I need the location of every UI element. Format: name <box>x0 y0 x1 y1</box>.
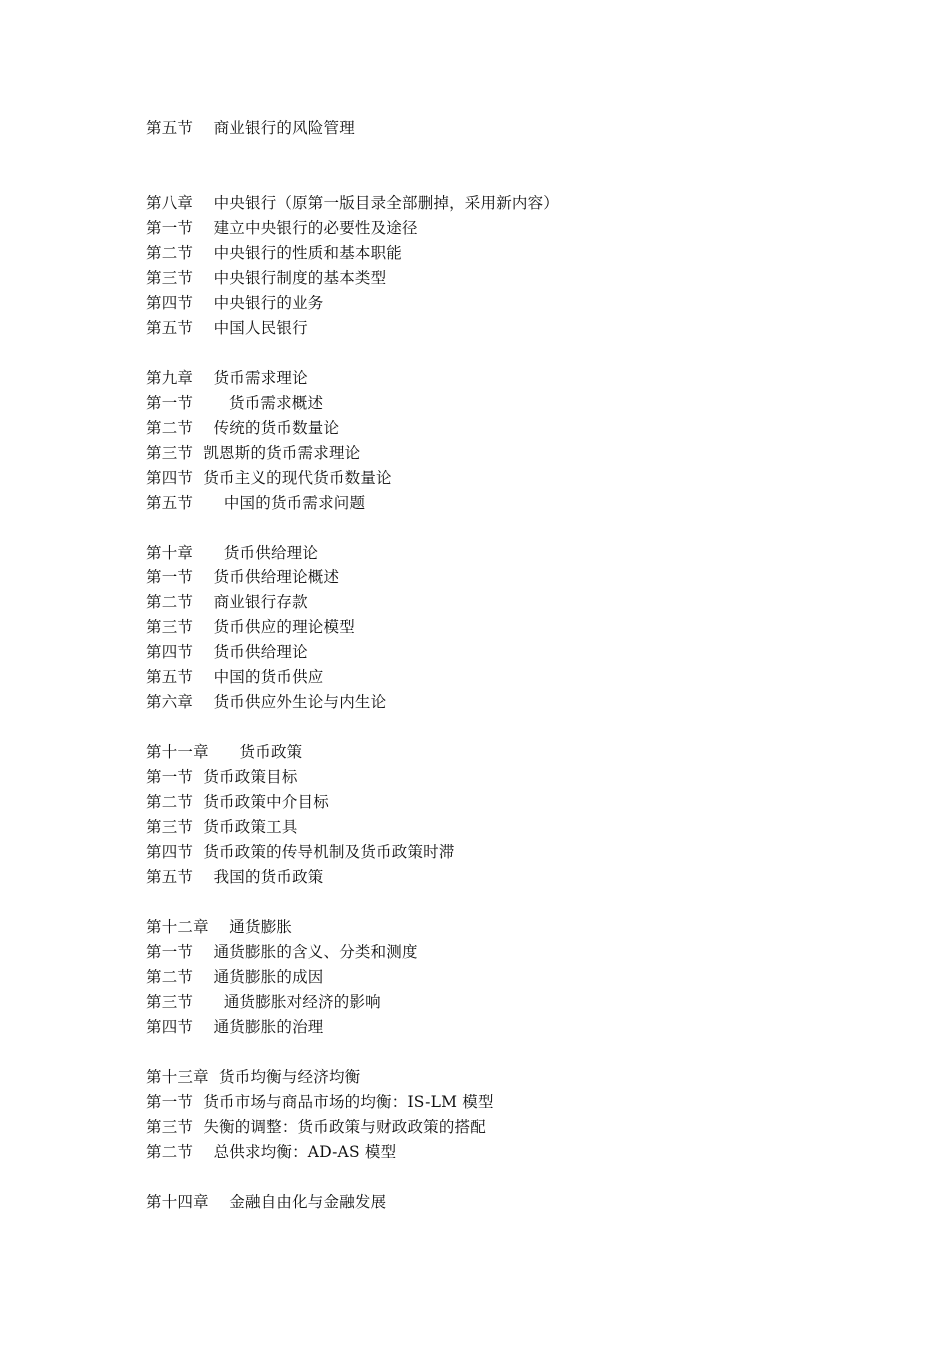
toc-line: 第四节 货币供给理论 <box>146 643 308 661</box>
chapter-heading: 第十三章 货币均衡与经济均衡 <box>146 1068 361 1086</box>
toc-line: 第四节 货币政策的传导机制及货币政策时滞 <box>146 843 455 861</box>
toc-line: 第一节 通货膨胀的含义、分类和测度 <box>146 943 418 961</box>
toc-line: 第二节 总供求均衡：AD-AS 模型 <box>146 1143 397 1161</box>
toc-line: 第五节 中国的货币供应 <box>146 668 324 686</box>
chapter-heading: 第九章 货币需求理论 <box>146 369 308 387</box>
toc-line: 第一节 货币市场与商品市场的均衡：IS-LM 模型 <box>146 1093 494 1111</box>
chapter-heading: 第十章 货币供给理论 <box>146 544 319 562</box>
toc-line: 第一节 货币政策目标 <box>146 768 298 786</box>
toc-line: 第二节 货币政策中介目标 <box>146 793 329 811</box>
toc-line: 第三节 凯恩斯的货币需求理论 <box>146 444 361 462</box>
toc-line: 第三节 货币供应的理论模型 <box>146 618 355 636</box>
toc-line: 第二节 中央银行的性质和基本职能 <box>146 244 403 262</box>
toc-line: 第四节 通货膨胀的治理 <box>146 1018 324 1036</box>
toc-line: 第四节 货币主义的现代货币数量论 <box>146 469 392 487</box>
toc-line: 第二节 商业银行存款 <box>146 593 308 611</box>
toc-line: 第三节 通货膨胀对经济的影响 <box>146 993 381 1011</box>
toc-line: 第一节 货币需求概述 <box>146 394 324 412</box>
toc-line: 第二节 通货膨胀的成因 <box>146 968 324 986</box>
toc-line: 第四节 中央银行的业务 <box>146 294 324 312</box>
toc-line: 第二节 传统的货币数量论 <box>146 419 340 437</box>
chapter-heading: 第十二章 通货膨胀 <box>146 918 293 936</box>
toc-line: 第五节 我国的货币政策 <box>146 868 324 886</box>
chapter-heading: 第八章 中央银行（原第一版目录全部删掉，采用新内容） <box>146 194 560 212</box>
toc-line: 第三节 失衡的调整：货币政策与财政政策的搭配 <box>146 1118 486 1136</box>
toc-line: 第五节 中国人民银行 <box>146 319 308 337</box>
chapter-heading: 第十四章 金融自由化与金融发展 <box>146 1193 387 1211</box>
toc-line: 第五节 中国的货币需求问题 <box>146 494 366 512</box>
toc-line: 第一节 建立中央银行的必要性及途径 <box>146 219 418 237</box>
toc-line: 第六章 货币供应外生论与内生论 <box>146 693 387 711</box>
chapter-heading: 第十一章 货币政策 <box>146 743 303 761</box>
toc-line: 第三节 货币政策工具 <box>146 818 298 836</box>
toc-line: 第五节 商业银行的风险管理 <box>146 119 355 137</box>
toc-line: 第一节 货币供给理论概述 <box>146 568 340 586</box>
toc-line: 第三节 中央银行制度的基本类型 <box>146 269 387 287</box>
